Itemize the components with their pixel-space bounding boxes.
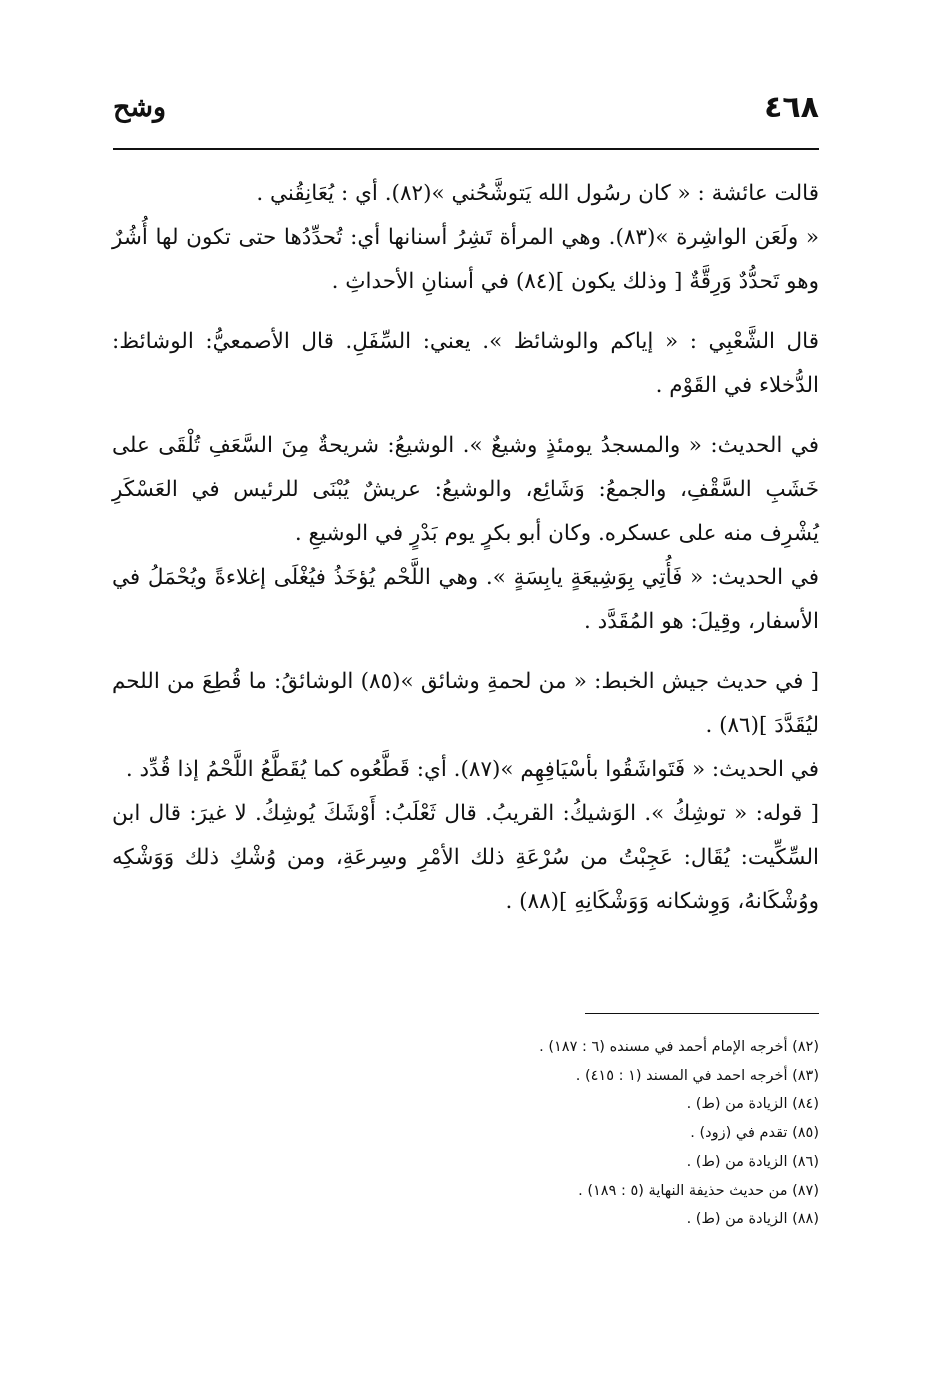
footnote: (٨٢) أخرجه الإمام أحمد في مسنده (٦ : ١٨٧) . [539,1039,819,1055]
main-text [112,172,819,924]
page-header [113,82,819,144]
footnote-separator [585,1013,819,1014]
header-rule [113,148,819,150]
footnotes [369,1033,819,1234]
footnote: (٨٣) أخرجه احمد في المسند (١ : ٤١٥) . [575,1067,819,1084]
running-head: وشح [113,92,167,123]
paragraph: في الحديث: « والمسجدُ يومئذٍ وشيعٌ ». الوشيعُ: شريحةٌ مِنَ السَّعَفِ تُلْقَى على خَشَبِ السَّقْفِ، والجمعُ: وَشَائِع، والوشيعُ: عريشٌ يُبْنَى للرئيس في العَسْكَرِ يُشْرِف منه على عسكره. وكان أبو بكرٍ يوم بَدْرٍ في الوشيعِ . [112,433,819,546]
footnote: (٨٤) الزيادة من (ط) . [686,1096,819,1113]
footnote: (٨٥) تقدم في (زود) . [690,1125,819,1142]
page-number: ٤٦٨ [764,90,819,125]
footnote: (٨٦) الزيادة من (ط) . [686,1153,819,1170]
paragraph: [ في حديث جيش الخبط: « من لحمةِ وشائق »(٨٥) الوشائقُ: ما قُطِعَ من اللحم ليُقَدَّدَ ](٨٦) . [112,669,819,738]
paragraph: قال الشَّعْبِي : « إياكم والوشائظ ». يعني: السِّفَلِ. قال الأصمعيُّ: الوشائظ: الدُّخلاء في القَوْم . [112,329,819,398]
footnote: (٨٧) من حديث حذيفة النهاية (٥ : ١٨٩) . [578,1182,819,1199]
footnote: (٨٨) الزيادة من (ط) . [686,1211,819,1228]
paragraph: « ولَعَن الواشِرة »(٨٣). وهي المرأة تَشِرُ أسنانها أي: تُحدِّدُها حتى تكون لها أُشُرٌ وهو تَحدُّدٌ وَرِقَّةٌ [ وذلك يكون ](٨٤) في أسنانِ الأحداثِ . [112,225,820,294]
paragraph: قالت عائشة : « كان رسُول الله يَتوشَّحُني »(٨٢). أي : يُعَانِقُني . [256,181,819,206]
paragraph: [ قوله: « توشِكُ ». الوَشيكُ: القريبُ. قال ثَعْلَبُ: أَوْشَكَ يُوشِكُ. لا غيرَ: قال ابن السِّكِّيت: يُقَال: عَجِبْتُ من سُرْعَةِ ذلك الأمْرِ وسِرعَةِ، ومن وُشْكِ ذلك وَوَشْكِه ووُشْكَانهُ، وَوِشكانه وَوَشْكَانِهِ ](٨٨) . [112,801,819,914]
paragraph: في الحديث: « فَتَواشَقُوا بأسْيَافِهِم »(٨٧). أي: قَطَّعُوه كما يُقَطَّعُ اللَّحْمُ إذا قُدِّد . [125,757,819,782]
paragraph: في الحديث: « فَأُتِي بِوَشِيعَةٍ يابِسَةٍ ». وهي اللَّحْم يُؤخَذُ فيُغْلَى إغلاءةً ويُحْمَلُ في الأسفار، وقِيلَ: هو المُقَدَّد . [112,565,819,634]
